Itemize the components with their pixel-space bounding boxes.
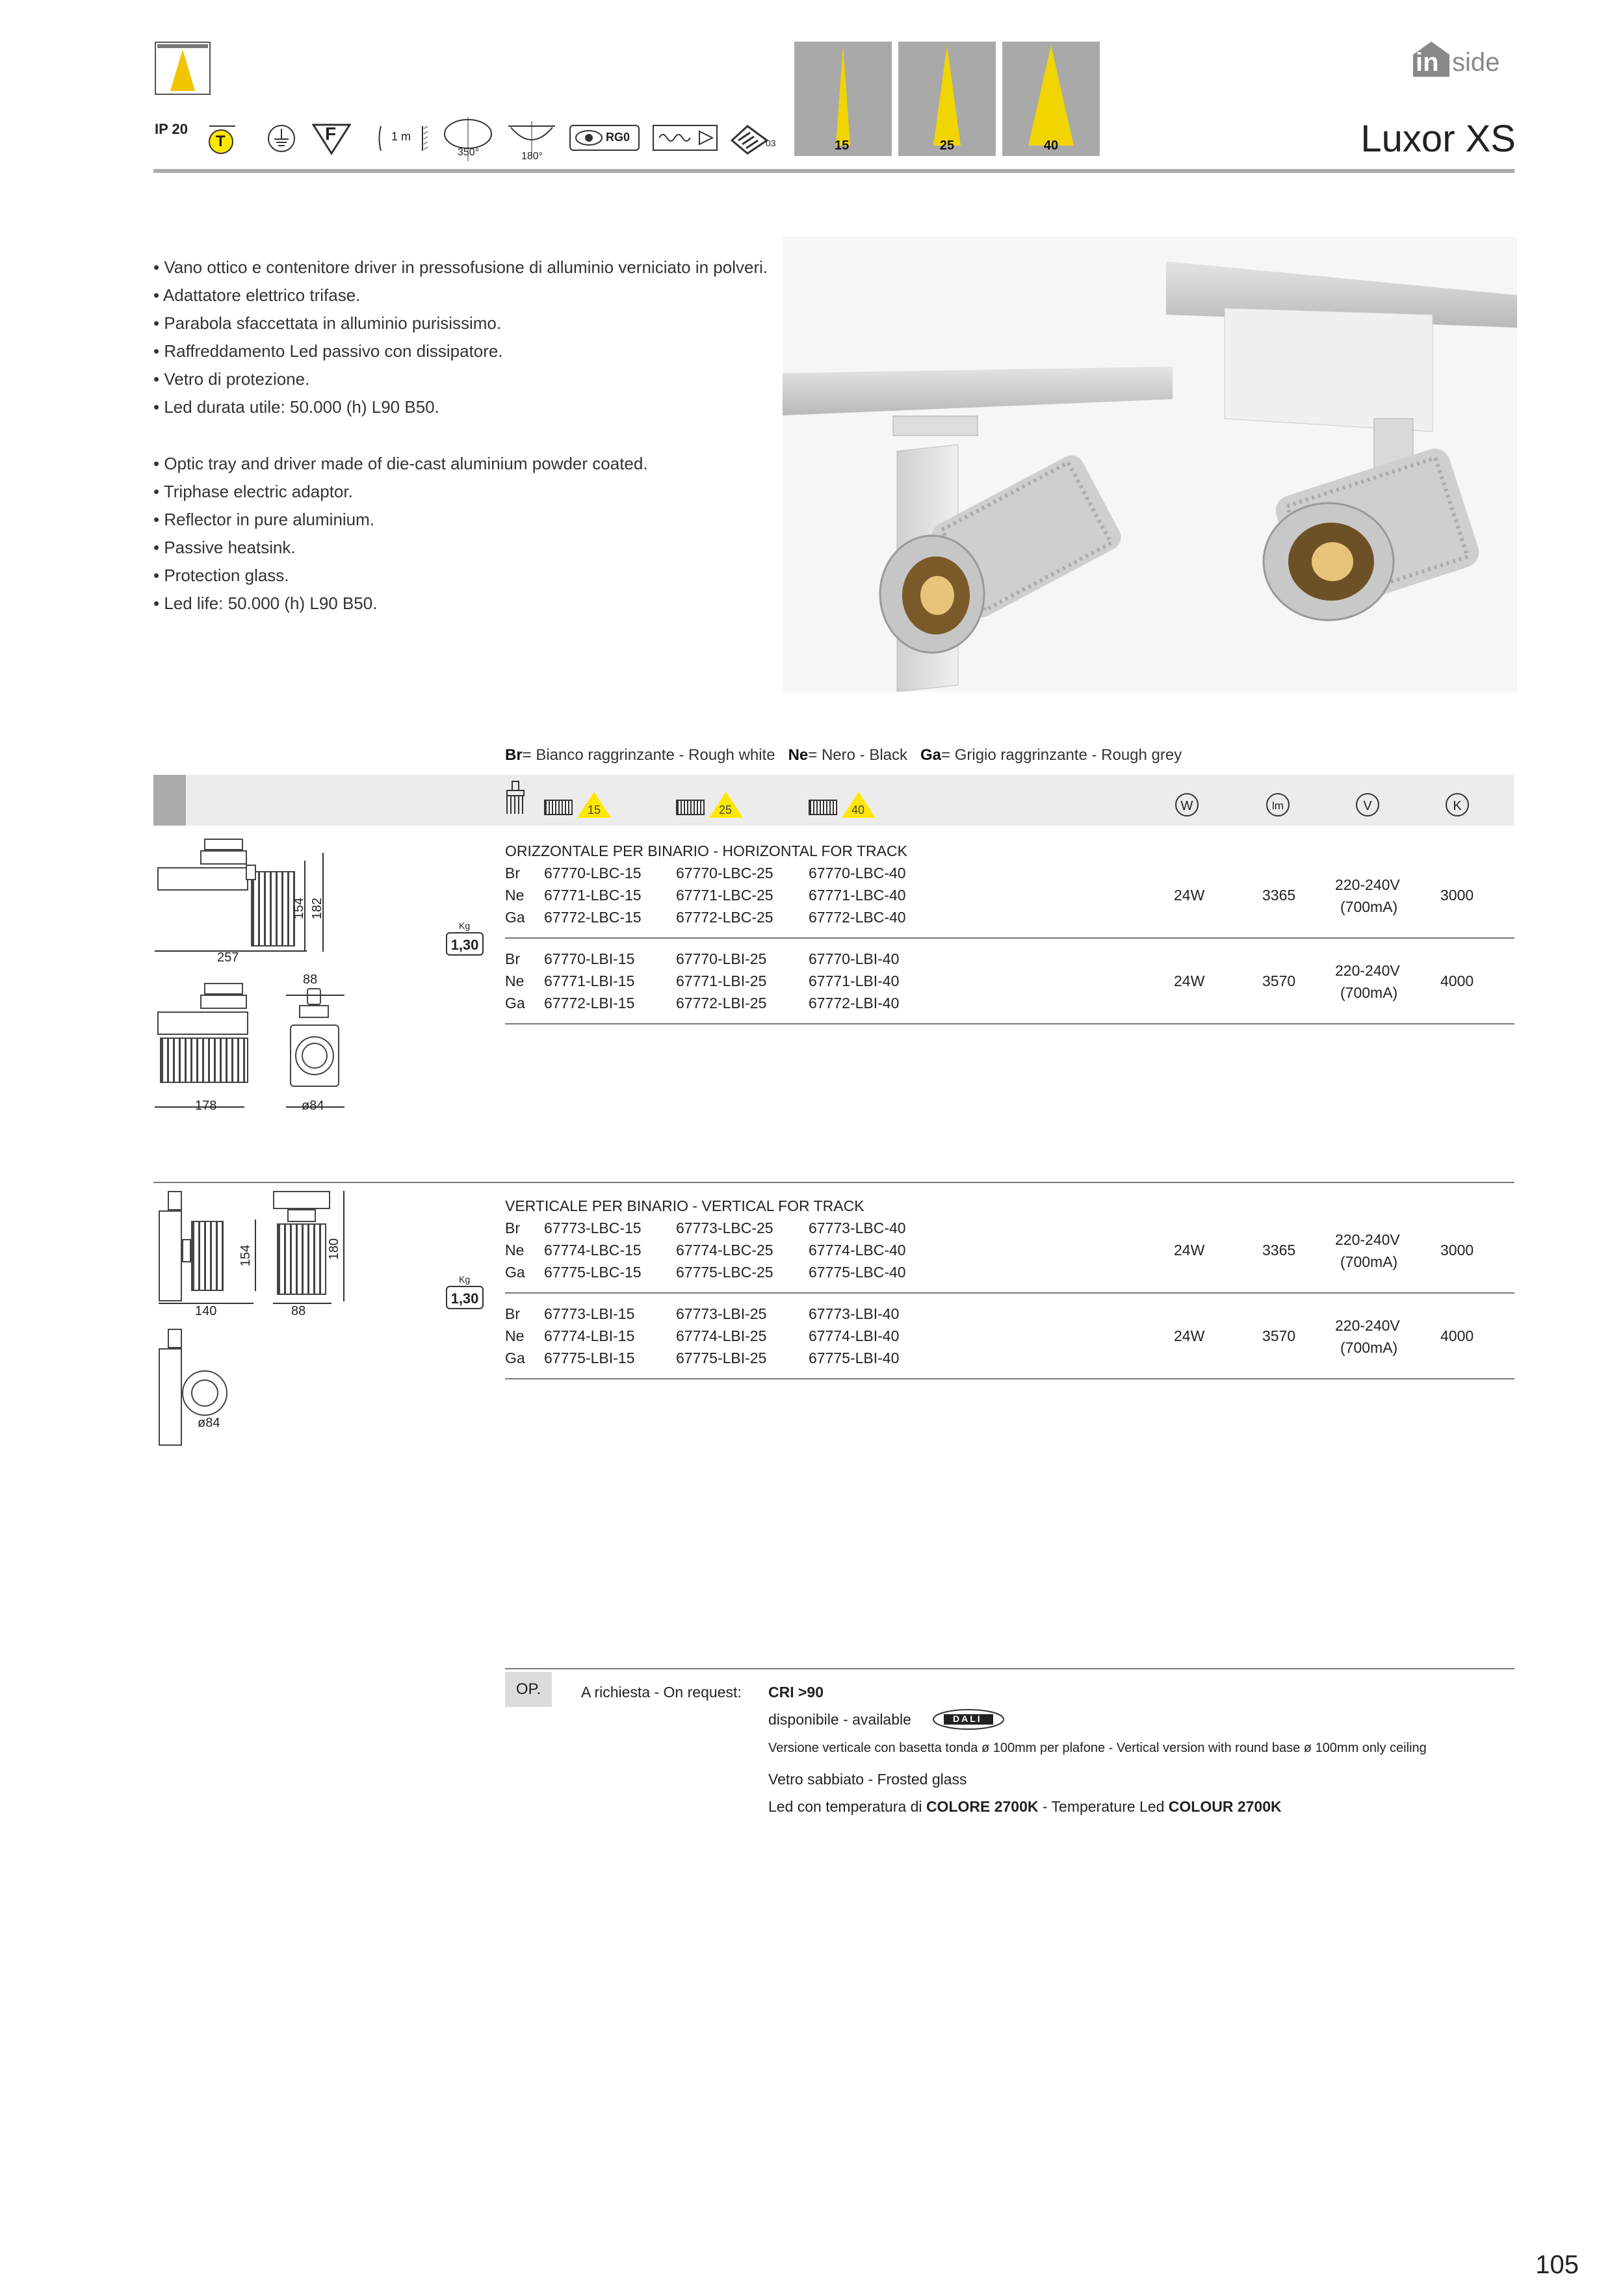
colour-bold-en: COLOUR 2700K <box>1168 1798 1282 1815</box>
horizontal-side-drawing <box>155 839 337 962</box>
section-horizontal-title: ORIZZONTALE PER BINARIO - HORIZONTAL FOR TRACK <box>505 842 907 859</box>
v-lbc-finish-ne: Ne <box>505 1242 525 1259</box>
v-section-end <box>505 1378 1514 1379</box>
v-lbi-code: 67774-LBI-40 <box>809 1327 900 1344</box>
h-lbc-volt: 220-240V <box>1335 876 1400 893</box>
dim-88-v: 88 <box>291 1304 306 1318</box>
h-lbi-code: 67771-LBI-25 <box>676 972 767 989</box>
driver-class-icon <box>728 121 780 156</box>
weight-icon-2: 1,30 <box>446 1286 484 1309</box>
h-lbi-lumen: 3570 <box>1262 972 1296 989</box>
h-lbi-finish-ne: Ne <box>505 972 525 989</box>
dali-logo-icon <box>932 1708 1005 1730</box>
v-lbi-volt: 220-240V <box>1335 1317 1400 1334</box>
dim-line-h3 <box>286 995 344 996</box>
h-lbi-code: 67770-LBI-15 <box>544 950 635 967</box>
h-lbc-code: 67771-LBC-15 <box>544 887 642 904</box>
h-lbc-code: 67772-LBC-40 <box>809 909 906 926</box>
colour-bold-it: COLORE 2700K <box>926 1798 1039 1815</box>
dim-257: 257 <box>217 950 239 965</box>
beam-25-label: 25 <box>939 138 955 153</box>
h-lbc-code: 67770-LBC-15 <box>544 865 642 881</box>
dim-line-v4 <box>343 1191 344 1301</box>
beam-25-graphic <box>898 42 996 156</box>
v-lbc-volt: 220-240V <box>1335 1231 1400 1248</box>
t-mark-icon <box>207 124 237 155</box>
bullet-it-5: • Vetro di protezione. <box>153 369 310 389</box>
h-lbi-watt: 24W <box>1174 972 1205 989</box>
beam-15-label: 15 <box>835 138 850 153</box>
h-lbc-lumen: 3365 <box>1262 887 1296 904</box>
v-lbi-code: 67775-LBI-25 <box>676 1350 767 1366</box>
h-group-divider <box>505 937 1514 939</box>
ip-rating-label: IP 20 <box>155 121 188 137</box>
code-icon-15 <box>544 800 573 815</box>
finish-br-text: = Bianco raggrinzante - Rough white <box>522 746 775 764</box>
bullet-it-3: • Parabola sfaccettata in alluminio purisissimo. <box>153 313 502 333</box>
bullet-en-5: • Protection glass. <box>153 566 289 585</box>
finish-legend <box>505 746 1182 764</box>
distance-icon <box>377 122 429 155</box>
f-mark-icon <box>312 122 351 156</box>
bullet-it-4: • Raffreddamento Led passivo con dissipatore. <box>153 341 503 361</box>
page-number: 105 <box>1535 2250 1579 2279</box>
vertical-rotation-icon <box>506 120 558 165</box>
h-lbc-watt: 24W <box>1174 887 1205 904</box>
h-lbc-code: 67772-LBC-25 <box>676 909 773 926</box>
distance-label: 1 m <box>391 130 411 143</box>
description-english <box>153 450 648 618</box>
section-divider <box>153 1182 1514 1183</box>
header-beam-25: 25 <box>719 803 733 816</box>
h-lbi-code: 67771-LBI-40 <box>809 972 900 989</box>
v-lbc-code: 67774-LBC-25 <box>676 1242 773 1259</box>
header-beam-15: 15 <box>588 803 601 816</box>
beam-40-graphic <box>1002 42 1100 156</box>
v-lbi-finish-ga: Ga <box>505 1350 525 1366</box>
dim-88: 88 <box>303 972 318 987</box>
bullet-en-3: • Reflector in pure aluminium. <box>153 510 375 529</box>
lamp-bulb-icon <box>504 780 526 816</box>
h-section-end <box>505 1023 1514 1024</box>
v-lbi-kelvin: 4000 <box>1440 1327 1474 1344</box>
h-lbc-code: 67770-LBC-25 <box>676 865 773 881</box>
h-lbc-code: 67770-LBC-40 <box>809 865 906 881</box>
h-lbc-current: (700mA) <box>1340 898 1398 915</box>
dim-084: ø84 <box>302 1099 324 1113</box>
bullet-it-2: • Adattatore elettrico trifase. <box>153 285 361 305</box>
v-lbc-finish-br: Br <box>505 1220 520 1236</box>
brand-logo-suffix: side <box>1452 48 1500 77</box>
dim-178: 178 <box>195 1099 217 1113</box>
v-lbi-watt: 24W <box>1174 1327 1205 1344</box>
horizontal-rotation-icon <box>442 116 494 163</box>
h-lbi-current: (700mA) <box>1340 984 1398 1001</box>
h-lbc-finish-ga: Ga <box>505 909 525 926</box>
beam-15-graphic <box>794 42 892 156</box>
finish-ga-code: Ga <box>920 746 942 764</box>
v-lbi-code: 67774-LBI-15 <box>544 1327 635 1344</box>
v-lbi-current: (700mA) <box>1340 1339 1398 1356</box>
options-vertical-base: Versione verticale con basetta tonda ø 100mm per plafone - Vertical version with round base ø 100mm only ceiling <box>768 1741 1427 1755</box>
v-lbi-code: 67775-LBI-40 <box>809 1350 900 1366</box>
h-lbi-kelvin: 4000 <box>1440 972 1474 989</box>
h-lbi-code: 67772-LBI-40 <box>809 995 900 1011</box>
v-lbc-code: 67775-LBC-40 <box>809 1264 906 1281</box>
v-lbc-code: 67773-LBC-15 <box>544 1220 642 1236</box>
weight-unit-2: Kg <box>459 1274 471 1285</box>
options-available: disponibile - available <box>768 1711 911 1728</box>
watt-column-icon: W <box>1175 793 1199 816</box>
v-lbc-watt: 24W <box>1174 1242 1205 1259</box>
brand-logo-prefix: in <box>1416 48 1439 77</box>
options-top-rule <box>505 1668 1514 1669</box>
h-lbc-kelvin: 3000 <box>1440 887 1474 904</box>
product-photo <box>783 237 1517 692</box>
finish-ga-text: = Grigio raggrinzante - Rough grey <box>941 746 1182 764</box>
v-lbc-lumen: 3365 <box>1262 1242 1296 1259</box>
v-lbc-code: 67775-LBC-25 <box>676 1264 773 1281</box>
code-icon-40 <box>809 800 837 815</box>
h-lbc-code: 67771-LBC-40 <box>809 887 906 904</box>
v-lbc-kelvin: 3000 <box>1440 1242 1474 1259</box>
h-lbi-code: 67770-LBI-40 <box>809 950 900 967</box>
t-mark-letter: T <box>216 133 226 150</box>
v-lbi-code: 67773-LBI-25 <box>676 1305 767 1322</box>
h-lbc-finish-br: Br <box>505 865 520 881</box>
v-lbi-lumen: 3570 <box>1262 1327 1296 1344</box>
finish-ne-text: = Nero - Black <box>808 746 907 764</box>
h-lbi-volt: 220-240V <box>1335 962 1400 979</box>
v-lbc-code: 67773-LBC-40 <box>809 1220 906 1236</box>
lumen-column-icon: lm <box>1266 793 1290 816</box>
finish-ne-code: Ne <box>788 746 809 764</box>
bullet-en-4: • Passive heatsink. <box>153 538 296 557</box>
options-request-label: A richiesta - On request: <box>581 1684 742 1701</box>
h-lbc-code: 67772-LBC-15 <box>544 909 642 926</box>
dim-line-v3 <box>255 1220 256 1291</box>
lamp-type-icon <box>155 42 211 95</box>
v-lbc-code: 67775-LBC-15 <box>544 1264 642 1281</box>
v-lbc-code: 67774-LBC-15 <box>544 1242 642 1259</box>
code-icon-25 <box>676 800 705 815</box>
section-vertical-title: VERTICALE PER BINARIO - VERTICAL FOR TRACK <box>505 1197 864 1214</box>
volt-column-icon: V <box>1356 793 1379 816</box>
options-frosted-glass: Vetro sabbiato - Frosted glass <box>768 1771 967 1788</box>
product-title: Luxor XS <box>1360 118 1516 160</box>
vertical-rotation-label: 180° <box>521 151 543 162</box>
v-lbi-finish-br: Br <box>505 1305 520 1322</box>
dali-logo-text: DALI <box>953 1714 982 1724</box>
horizontal-rotation-label: 350° <box>458 147 480 158</box>
v-lbi-code: 67773-LBI-15 <box>544 1305 635 1322</box>
kelvin-column-icon: K <box>1446 793 1469 816</box>
h-lbi-code: 67770-LBI-25 <box>676 950 767 967</box>
description-italian <box>153 254 768 421</box>
colour-prefix: Led con temperatura di <box>768 1798 926 1815</box>
v-group-divider <box>505 1292 1514 1294</box>
h-lbc-code: 67771-LBC-25 <box>676 887 773 904</box>
v-lbc-finish-ga: Ga <box>505 1264 525 1281</box>
dim-180: 180 <box>327 1238 342 1260</box>
colour-mid: - Temperature Led <box>1038 1798 1169 1815</box>
risk-group-icon <box>569 125 640 151</box>
v-lbi-code: 67774-LBI-25 <box>676 1327 767 1344</box>
v-lbi-code: 67775-LBI-15 <box>544 1350 635 1366</box>
dim-182-h: 182 <box>310 897 325 920</box>
brand-logo <box>1412 40 1516 79</box>
header-divider <box>153 169 1514 173</box>
h-lbi-code: 67772-LBI-15 <box>544 995 635 1011</box>
f-mark-letter: F <box>325 124 337 144</box>
bullet-en-2: • Triphase electric adaptor. <box>153 482 353 501</box>
weight-unit-1: Kg <box>459 920 471 931</box>
vertical-front-drawing <box>273 1191 331 1301</box>
table-header-accent <box>153 775 186 826</box>
v-lbc-current: (700mA) <box>1340 1253 1398 1270</box>
risk-group-label: RG0 <box>606 131 630 144</box>
weight-icon-1: 1,30 <box>446 932 484 956</box>
v-lbi-code: 67773-LBI-40 <box>809 1305 900 1322</box>
bullet-it-6: • Led durata utile: 50.000 (h) L90 B50. <box>153 397 439 417</box>
h-lbi-finish-br: Br <box>505 950 520 967</box>
h-lbi-code: 67772-LBI-25 <box>676 995 767 1011</box>
h-lbc-finish-ne: Ne <box>505 887 525 904</box>
bullet-en-1: • Optic tray and driver made of die-cast aluminium powder coated. <box>153 454 648 473</box>
horizontal-top-drawing <box>155 983 285 1100</box>
dim-154-v: 154 <box>239 1244 253 1267</box>
h-lbi-finish-ga: Ga <box>505 995 525 1011</box>
dimmable-driver-icon <box>653 125 718 151</box>
bullet-it-1: • Vano ottico e contenitore driver in pressofusione di alluminio verniciato in polveri. <box>153 257 768 277</box>
bullet-en-6: • Led life: 50.000 (h) L90 B50. <box>153 594 378 613</box>
finish-br-code: Br <box>505 746 523 764</box>
dim-154-h: 154 <box>292 897 307 920</box>
dim-140: 140 <box>195 1304 217 1318</box>
horizontal-front-drawing <box>286 988 344 1092</box>
options-cri: CRI >90 <box>768 1684 824 1701</box>
dim-084-v: ø84 <box>198 1416 220 1430</box>
v-lbc-code: 67774-LBC-40 <box>809 1242 906 1259</box>
ground-class-icon <box>266 124 296 153</box>
options-colour-2700k <box>768 1798 1282 1816</box>
v-lbi-finish-ne: Ne <box>505 1327 525 1344</box>
options-label: OP. <box>505 1672 552 1707</box>
v-lbc-code: 67773-LBC-25 <box>676 1220 773 1236</box>
h-lbi-code: 67771-LBI-15 <box>544 972 635 989</box>
driver-class-label: 03 <box>766 138 776 148</box>
header-beam-40: 40 <box>851 803 865 816</box>
beam-40-label: 40 <box>1043 138 1059 153</box>
